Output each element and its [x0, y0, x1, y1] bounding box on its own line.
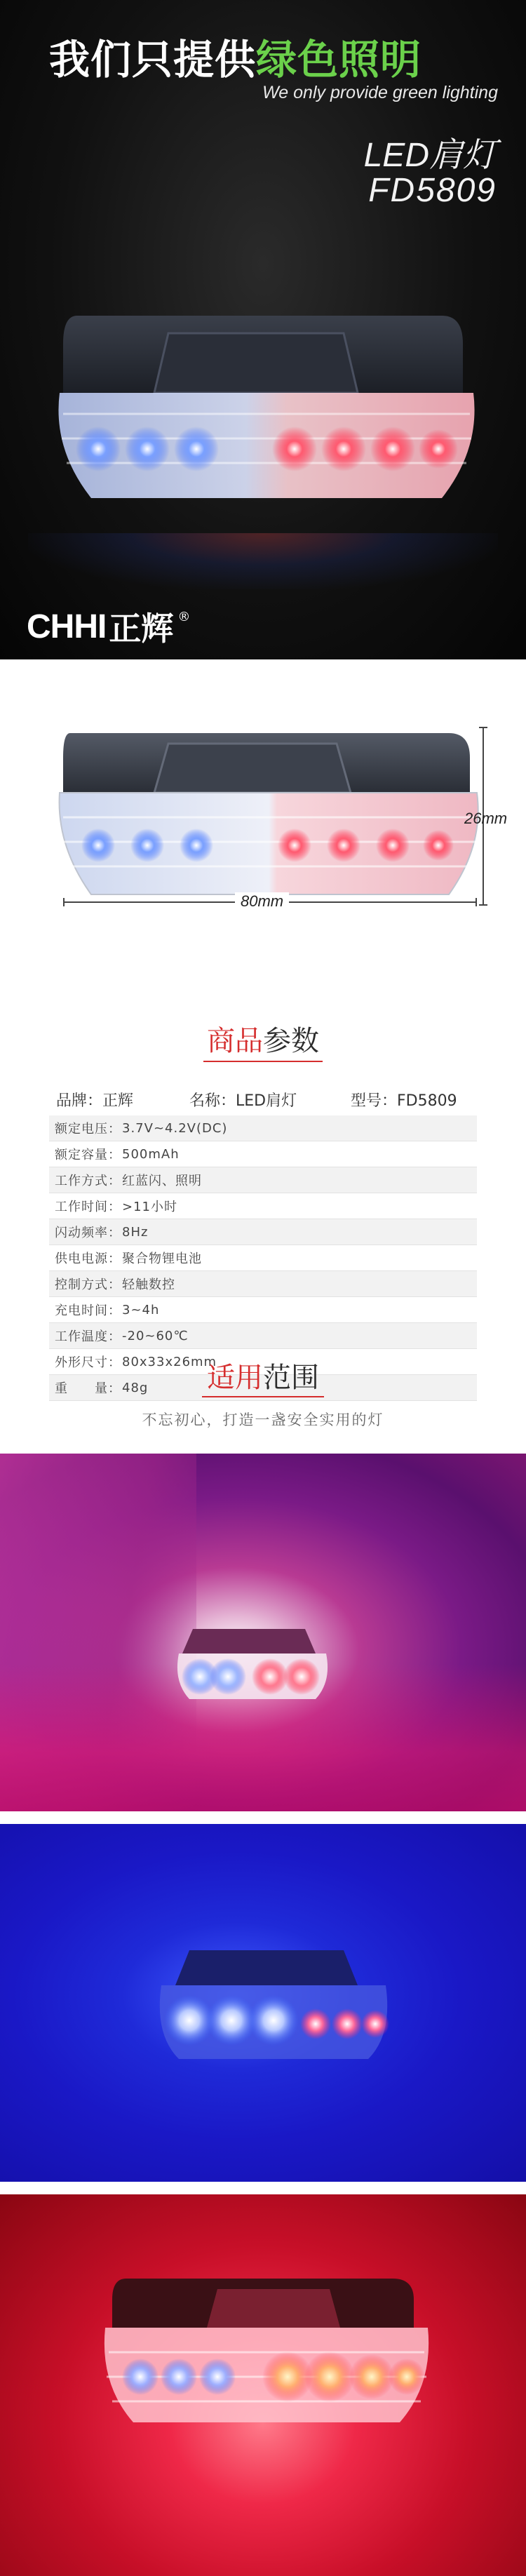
spec-label: 工作温度： — [55, 1329, 121, 1344]
brand-logo — [27, 603, 190, 650]
brand-logo-latin: CHHI — [27, 608, 107, 645]
spec-label: 工作方式： — [55, 1174, 121, 1188]
spec-label: 外形尺寸： — [55, 1355, 121, 1370]
scene-lamp-2 — [140, 1936, 407, 2077]
usage-photo-blue — [0, 1824, 526, 2182]
spec-heading-red: 商品 — [207, 1025, 263, 1057]
spec-row-control — [49, 1271, 477, 1297]
spec-summary-line — [56, 1086, 477, 1113]
brand-logo-chinese: 正辉 — [109, 610, 174, 648]
spec-row-charge-time — [49, 1297, 477, 1323]
registered-mark: ® — [177, 609, 191, 624]
spec-label: 充电时间： — [55, 1303, 121, 1318]
spec-model: 型号：FD5809 — [351, 1092, 457, 1110]
spec-label: 工作时间： — [55, 1200, 121, 1214]
hero-title-white: 我们只提供 — [49, 36, 257, 83]
scene-lamp-1 — [165, 1615, 347, 1713]
hero-banner — [0, 0, 526, 659]
spec-row-runtime — [49, 1193, 477, 1219]
width-dimension-label: 80mm — [235, 892, 289, 911]
spec-value: 48g — [122, 1380, 149, 1395]
height-dimension-label: 26mm — [464, 810, 508, 827]
spec-heading-underline — [203, 1061, 323, 1062]
spec-label: 重 量： — [55, 1381, 121, 1396]
spec-value: 聚合物锂电池 — [122, 1252, 202, 1266]
application-subtitle: 不忘初心，打造一盏安全实用的灯 — [142, 1411, 384, 1428]
spec-heading-dark: 参数 — [263, 1025, 319, 1057]
spec-brand: 品牌：正辉 — [56, 1092, 134, 1110]
spec-row-capacity — [49, 1141, 477, 1167]
spec-row-flash-frequency — [49, 1219, 477, 1245]
application-heading — [0, 1355, 526, 1395]
scene-lamp-3 — [98, 2258, 435, 2440]
usage-photo-red — [0, 2194, 526, 2576]
spec-product-name: 名称：LED肩灯 — [189, 1092, 297, 1110]
spec-value: -20~60℃ — [122, 1328, 189, 1343]
spec-label: 闪动频率： — [55, 1226, 121, 1240]
dimensions-section — [0, 659, 526, 968]
spec-value: 轻触数控 — [122, 1277, 175, 1292]
spec-label: 额定电压： — [55, 1122, 121, 1136]
hero-title-green: 绿色照明 — [256, 36, 422, 83]
spec-value: 80x33x26mm — [122, 1354, 217, 1369]
spec-value: 3.7V~4.2V(DC) — [122, 1120, 228, 1136]
spec-heading — [0, 1019, 526, 1059]
hero-product-name: LED肩灯 — [363, 137, 497, 174]
application-heading-red: 适用 — [207, 1362, 263, 1394]
hero-lamp-image — [49, 302, 484, 533]
hero-tagline: We only provide green lighting — [262, 83, 498, 102]
hero-model-number: FD5809 — [368, 172, 497, 209]
spec-value: >11小时 — [122, 1200, 177, 1214]
spec-label: 额定容量： — [55, 1148, 121, 1162]
hero-reflection — [28, 533, 498, 589]
hero-title — [49, 27, 498, 86]
spec-value: 8Hz — [122, 1224, 149, 1240]
spec-row-voltage — [49, 1115, 477, 1141]
dimension-lamp-image — [56, 723, 491, 919]
spec-row-temperature — [49, 1323, 477, 1349]
spec-value: 红蓝闪、照明 — [122, 1174, 202, 1188]
spec-value: 3~4h — [122, 1302, 160, 1317]
usage-photo-magenta — [0, 1454, 526, 1811]
application-heading-underline — [202, 1396, 324, 1397]
spec-row-power-source — [49, 1245, 477, 1271]
spec-label: 供电电源： — [55, 1252, 121, 1266]
spec-label: 控制方式： — [55, 1277, 121, 1292]
application-heading-dark: 范围 — [263, 1362, 319, 1394]
spec-value: 500mAh — [122, 1146, 180, 1162]
spec-row-mode — [49, 1167, 477, 1193]
